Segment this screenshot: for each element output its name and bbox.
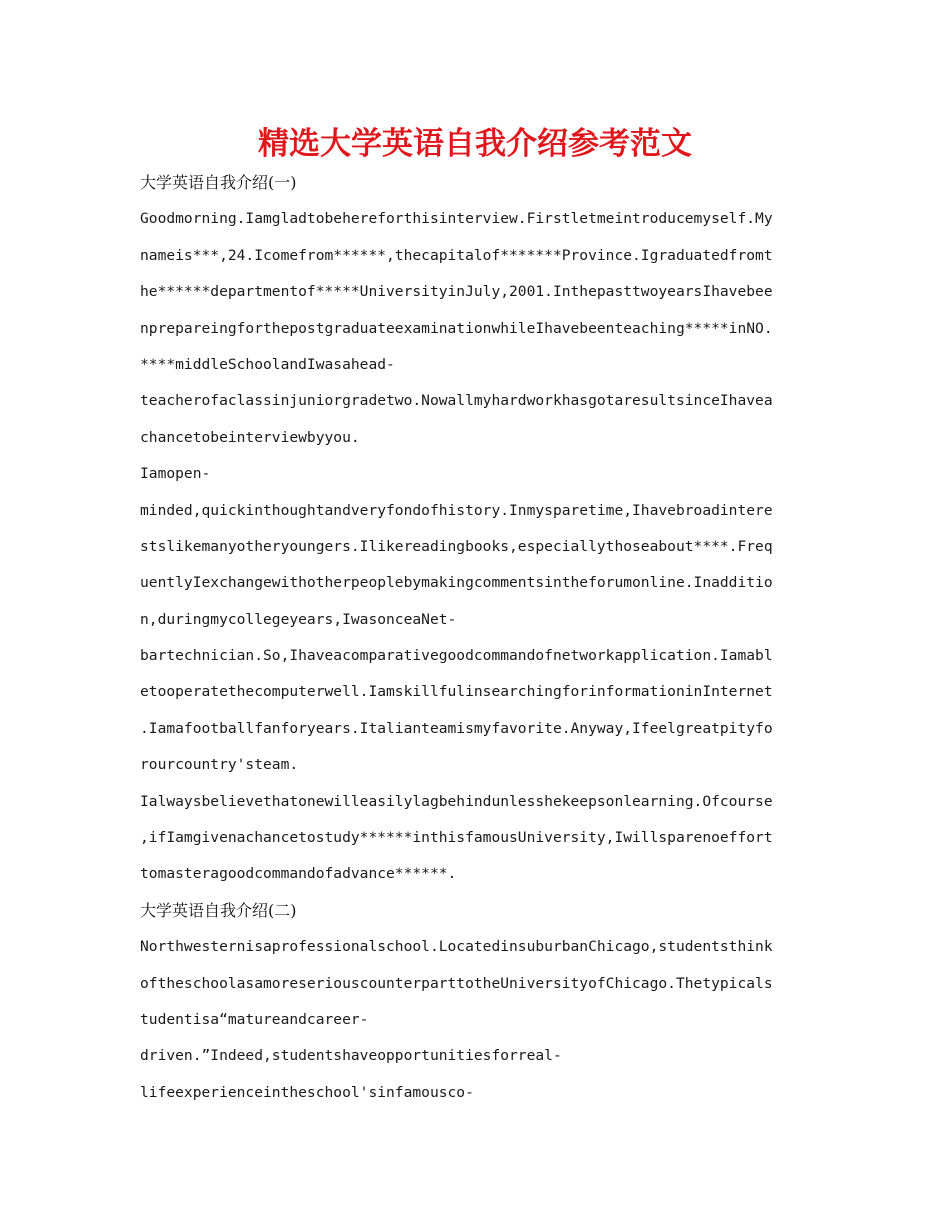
paragraph-line: Northwesternisaprofessionalschool.LocatedinsuburbanChicago,studentsthink xyxy=(140,938,773,956)
paragraph-line: nprepareingforthepostgraduateexaminationwhileIhavebeenteaching*****inNO. xyxy=(140,319,773,337)
paragraph-line: tomasteragoodcommandofadvance******. xyxy=(140,865,457,883)
paragraph-line: etooperatethecomputerwell.IamskillfulinsearchingforinformationinInternet xyxy=(140,683,773,701)
paragraph-line: n,duringmycollegeyears,IwasonceaNet- xyxy=(140,610,457,628)
section-heading: 大学英语自我介绍(二) xyxy=(140,900,297,920)
paragraph-line: oftheschoolasamoreseriouscounterparttotheUniversityofChicago.Thetypicals xyxy=(140,974,773,992)
paragraph-line: Goodmorning.Iamgladtobehereforthisinterview.Firstletmeintroducemyself.My xyxy=(140,210,773,228)
paragraph-line: ****middleSchoolandIwasahead- xyxy=(140,355,395,373)
paragraph-line: uentlyIexchangewithotherpeoplebymakingcommentsintheforumonline.Inadditio xyxy=(140,574,773,592)
paragraph-line: Ialwaysbelievethatonewilleasilylagbehindunlesshekeepsonlearning.Ofcourse xyxy=(140,792,773,810)
paragraph-line: driven.”Indeed,studentshaveopportunitiesforreal- xyxy=(140,1047,562,1065)
paragraph-line: tudentisa“matureandcareer- xyxy=(140,1010,369,1028)
paragraph-line: he******departmentof*****UniversityinJuly,2001.InthepasttwoyearsIhavebee xyxy=(140,283,773,301)
paragraph-line: minded,quickinthoughtandveryfondofhistory.Inmysparetime,Ihavebroadintere xyxy=(140,501,773,519)
paragraph-line: nameis***,24.Icomefrom******,thecapitalof*******Province.Igraduatedfromt xyxy=(140,246,773,264)
document-title: 精选大学英语自我介绍参考范文 xyxy=(258,126,692,162)
document-body xyxy=(140,165,820,1111)
paragraph-line: stslikemanyotheryoungers.Ilikereadingbooks,especiallythoseabout****.Freq xyxy=(140,537,773,555)
paragraph-line: rourcountry'steam. xyxy=(140,756,299,774)
paragraph-line: teacherofaclassinjuniorgradetwo.NowallmyhardworkhasgotaresultsinceIhavea xyxy=(140,392,773,410)
paragraph-line: lifeexperienceintheschool'sinfamousco- xyxy=(140,1083,474,1101)
paragraph-line: chancetobeinterviewbyyou. xyxy=(140,428,360,446)
paragraph-line: bartechnician.So,Ihaveacomparativegoodcommandofnetworkapplication.Iamabl xyxy=(140,647,773,665)
paragraph-line: .Iamafootballfanforyears.Italianteamismyfavorite.Anyway,Ifeelgreatpityfo xyxy=(140,719,773,737)
paragraph-line: Iamopen- xyxy=(140,465,211,483)
paragraph-line: ,ifIamgivenachancetostudy******inthisfamousUniversity,Iwillsparenoeffort xyxy=(140,829,773,847)
section-heading: 大学英语自我介绍(一) xyxy=(140,173,297,192)
